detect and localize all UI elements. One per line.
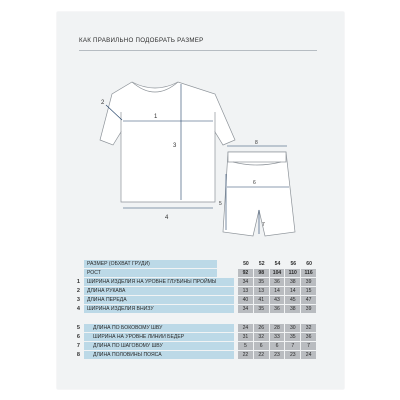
row-number: 4: [76, 306, 80, 312]
row-label: ДЛИНА ПЕРЕДА: [84, 296, 234, 304]
value-cell: 30: [285, 324, 300, 332]
mark-6: 6: [253, 180, 256, 186]
value-cell: 14: [270, 287, 285, 295]
height-cell: 110: [285, 269, 300, 277]
mark-7: 7: [262, 222, 265, 228]
value-cell: 7: [285, 342, 300, 350]
value-cell: 24: [301, 351, 316, 359]
row-label: ШИРИНА ИЗДЕЛИЯ НА УРОВНЕ ГЛУБИНЫ ПРОЙМЫ: [84, 278, 234, 286]
value-cell: 45: [285, 296, 300, 304]
size-header-row: [57, 260, 344, 268]
value-cell: 38: [285, 305, 300, 313]
value-cell: 34: [238, 305, 253, 313]
row-label: ДЛИНА ПО ШАГОВОМУ ШВУ: [84, 342, 234, 350]
row-values: [238, 333, 317, 341]
row-number: 5: [76, 325, 80, 331]
value-cell: 23: [270, 351, 285, 359]
height-row: [57, 269, 344, 277]
height-cell: 98: [254, 269, 269, 277]
row-values: [238, 342, 317, 350]
size-header-label: РАЗМЕР (ОБХВАТ ГРУДИ): [84, 260, 217, 268]
value-cell: 33: [270, 333, 285, 341]
value-cell: 36: [301, 333, 316, 341]
value-cell: 34: [238, 278, 253, 286]
table-row: [57, 342, 344, 350]
table-row: [57, 305, 344, 313]
tshirt-outline: [100, 82, 235, 202]
value-cell: 41: [254, 296, 269, 304]
value-cell: 24: [238, 324, 253, 332]
shorts-waistband: [228, 152, 286, 162]
table-row: [57, 324, 344, 332]
value-cell: 13: [238, 287, 253, 295]
value-cell: 36: [270, 278, 285, 286]
value-cell: 28: [270, 324, 285, 332]
height-cell: 104: [270, 269, 285, 277]
value-cell: 36: [270, 305, 285, 313]
table-row: [57, 351, 344, 359]
mark-8: 8: [255, 140, 258, 146]
table-row: [57, 296, 344, 304]
value-cell: 40: [238, 296, 253, 304]
row-values: [238, 324, 317, 332]
value-cell: 47: [301, 296, 316, 304]
value-cell: 26: [254, 324, 269, 332]
value-cell: 7: [301, 342, 316, 350]
row-values: [238, 351, 317, 359]
value-cell: 39: [301, 278, 316, 286]
value-cell: 43: [270, 296, 285, 304]
mark-4: 4: [165, 215, 169, 221]
value-cell: 23: [285, 351, 300, 359]
height-values: [238, 269, 317, 277]
value-cell: 22: [238, 351, 253, 359]
row-values: [238, 296, 317, 304]
value-cell: 39: [301, 305, 316, 313]
row-number: 3: [76, 297, 80, 303]
size-cell: 60: [306, 261, 312, 267]
mark-3: 3: [173, 143, 177, 149]
value-cell: 22: [254, 351, 269, 359]
value-cell: 38: [285, 278, 300, 286]
table-row: [57, 278, 344, 286]
tshirt-drawing: [100, 82, 235, 202]
size-cell: 56: [290, 261, 297, 267]
row-values: [238, 287, 317, 295]
table-row: [57, 333, 344, 341]
page-title: КАК ПРАВИЛЬНО ПОДОБРАТЬ РАЗМЕР: [79, 37, 204, 44]
row-label: ДЛИНА ПОЛОВИНЫ ПОЯСА: [84, 351, 234, 359]
height-cell: 92: [238, 269, 253, 277]
row-label: ДЛИНА ПО БОКОВОМУ ШВУ: [84, 324, 234, 332]
value-cell: 6: [254, 342, 269, 350]
value-cell: 32: [254, 333, 269, 341]
mark-2: 2: [101, 100, 105, 106]
size-guide-card: [57, 12, 344, 389]
size-cell: 54: [274, 261, 281, 267]
row-label: ШИРИНА НА УРОВНЕ ЛИНИИ БЕДЕР: [84, 333, 234, 341]
row-number: 8: [76, 352, 80, 358]
size-values: [238, 260, 317, 268]
value-cell: 35: [254, 278, 269, 286]
height-cell: 116: [301, 269, 316, 277]
value-cell: 6: [270, 342, 285, 350]
value-cell: 35: [254, 305, 269, 313]
row-number: 7: [76, 343, 80, 349]
row-number: 1: [76, 279, 80, 285]
table-row: [57, 287, 344, 295]
row-label: ДЛИНА РУКАВА: [84, 287, 234, 295]
row-values: [238, 305, 317, 313]
value-cell: 13: [254, 287, 269, 295]
mark-5: 5: [219, 201, 222, 207]
value-cell: 32: [301, 324, 316, 332]
height-label: РОСТ: [84, 269, 217, 277]
mark-1: 1: [154, 114, 158, 120]
row-label: ШИРИНА ИЗДЕЛИЯ ВНИЗУ: [84, 305, 234, 313]
value-cell: 14: [285, 287, 300, 295]
size-cell: 52: [258, 261, 265, 267]
row-values: [238, 278, 317, 286]
value-cell: 35: [285, 333, 300, 341]
value-cell: 31: [238, 333, 253, 341]
row-number: 6: [76, 334, 80, 340]
size-cell: 50: [243, 261, 249, 267]
value-cell: 5: [238, 342, 253, 350]
value-cell: 15: [301, 287, 316, 295]
row-number: 2: [76, 288, 80, 294]
